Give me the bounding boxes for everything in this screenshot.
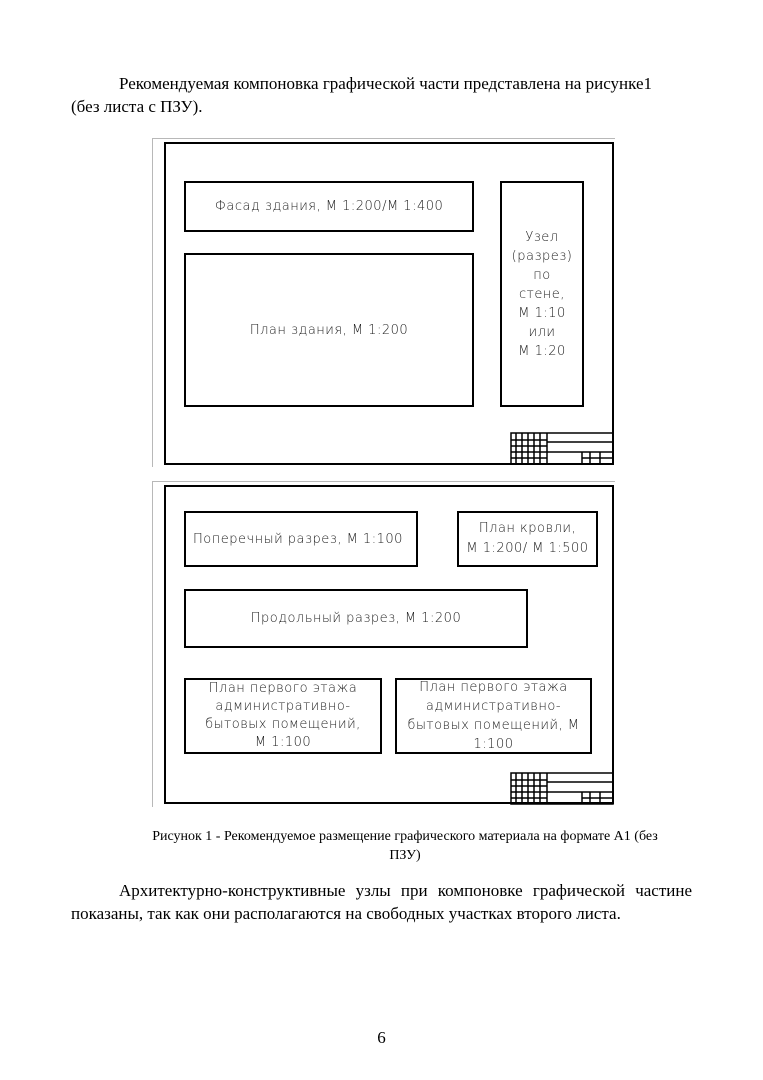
roof-plan-box xyxy=(457,511,598,567)
caption-line-1: Рисунок 1 - Рекомендуемое размещение графического материала на формате А1 (без xyxy=(152,829,658,844)
figure-caption xyxy=(110,827,700,865)
floor-plan-b-box xyxy=(395,678,592,754)
long-section-box xyxy=(184,589,528,648)
page-number: 6 xyxy=(377,1028,386,1047)
caption-line-2: ПЗУ) xyxy=(389,848,421,863)
node-line: (разрез) xyxy=(511,248,573,264)
node-line: или xyxy=(528,324,556,340)
title-block-stamp xyxy=(510,432,614,465)
floor-plan-b-line: План первого этажа xyxy=(419,680,568,695)
plan-label: План здания, М 1:200 xyxy=(249,322,409,338)
floor-plan-a-box xyxy=(184,678,382,754)
node-line: стене, xyxy=(519,286,565,302)
node-line: Узел xyxy=(525,229,559,245)
floor-plan-b-line: административно- xyxy=(425,699,562,714)
sheet-2-drawing xyxy=(152,481,615,807)
title-block-stamp xyxy=(510,772,614,805)
facade-label: Фасад здания, М 1:200/М 1:400 xyxy=(214,199,444,214)
floor-plan-b-line: бытовых помещений, М 1:100 xyxy=(407,718,580,752)
node-line: М 1:10 xyxy=(518,305,566,321)
outro-paragraph xyxy=(71,879,692,925)
intro-line-2: (без листа с ПЗУ). xyxy=(71,97,203,116)
outro-text: Архитектурно-конструктивные узлы при компоновке графической частине показаны, так как они располагаются на свободных участках второго листа. xyxy=(71,881,692,923)
node-line: М 1:20 xyxy=(518,343,566,359)
node-line: по xyxy=(533,267,551,283)
roof-plan-line: План кровли, xyxy=(478,521,577,536)
floor-plan-a-line: административно- xyxy=(215,699,351,714)
cross-section-box xyxy=(184,511,418,567)
plan-box xyxy=(184,253,474,407)
intro-line-1: Рекомендуемая компоновка графической части представлена на рисунке1 xyxy=(119,74,652,93)
floor-plan-a-line: План первого этажа xyxy=(208,681,358,696)
node-box xyxy=(500,181,584,407)
cross-section-label: Поперечный разрез, М 1:100 xyxy=(193,531,403,547)
long-section-label: Продольный разрез, М 1:200 xyxy=(250,611,462,626)
floor-plan-a-line: бытовых помещений, xyxy=(205,717,361,732)
sheet-1-drawing xyxy=(152,138,615,467)
floor-plan-a-line: М 1:100 xyxy=(254,735,312,750)
facade-box xyxy=(184,181,474,232)
intro-paragraph xyxy=(71,72,692,118)
roof-plan-line: М 1:200/ М 1:500 xyxy=(466,541,589,556)
